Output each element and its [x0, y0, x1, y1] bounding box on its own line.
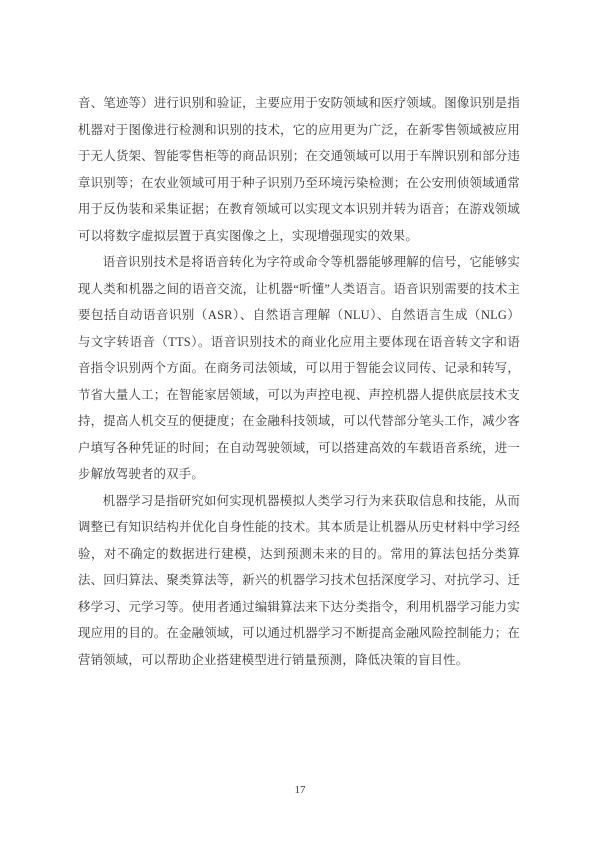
- page-number: 17: [294, 784, 306, 796]
- text-body: [78, 90, 520, 673]
- paragraph-image-recognition: 音、笔迹等）进行识别和验证，主要应用于安防领域和医疗领域。图像识别是指机器对于图像进行检测和识别的技术，它的应用更为广泛，在新零售领域被应用于无人货架、智能零售柜等的商品识别；在交通领域可以用于车牌识别和部分违章识别等；在农业领域可用于种子识别乃至环境污染检测；在公安刑侦领域通常用于反伪装和采集证据；在教育领域可以实现文本识别并转为语音；在游戏领域可以将数字虚拟层置于真实图像之上，实现增强现实的效果。: [78, 96, 520, 243]
- paragraph-machine-learning: 机器学习是指研究如何实现机器模拟人类学习行为来获取信息和技能，从而调整已有知识结构并优化自身性能的技术。其本质是让机器从历史材料中学习经验，对不确定的数据进行建模，达到预测未来的目的。常用的算法包括分类算法、回归算法、聚类算法等，新兴的机器学习技术包括深度学习、对抗学习、迁移学习、元学习等。使用者通过编辑算法来下达分类指令，利用机器学习能力实现应用的目的。在金融领域，可以通过机器学习不断提高金融风险控制能力；在营销领域，可以帮助企业搭建模型进行销量预测，降低决策的盲目性。: [78, 493, 520, 667]
- paragraph-speech-recognition: 语音识别技术是将语音转化为字符或命令等机器能够理解的信号，它能够实现人类和机器之间的语音交流，让机器“听懂”人类语言。语音识别需要的技术主要包括自动语音识别（ASR）、自然语言理解（NLU）、自然语言生成（NLG）与文字转语音（TTS）。语音识别技术的商业化应用主要体现在语音转文字和语音指令识别两个方面。在商务司法领域，可以用于智能会议同传、记录和转写，节省大量人工；在智能家居领域，可以为声控电视、声控机器人提供底层技术支持，提高人机交互的便捷度；在金融科技领域，可以代替部分笔头工作，减少客户填写各种凭证的时间；在自动驾驶领域，可以搭建高效的车载语音系统，进一步解放驾驶者的双手。: [78, 255, 520, 481]
